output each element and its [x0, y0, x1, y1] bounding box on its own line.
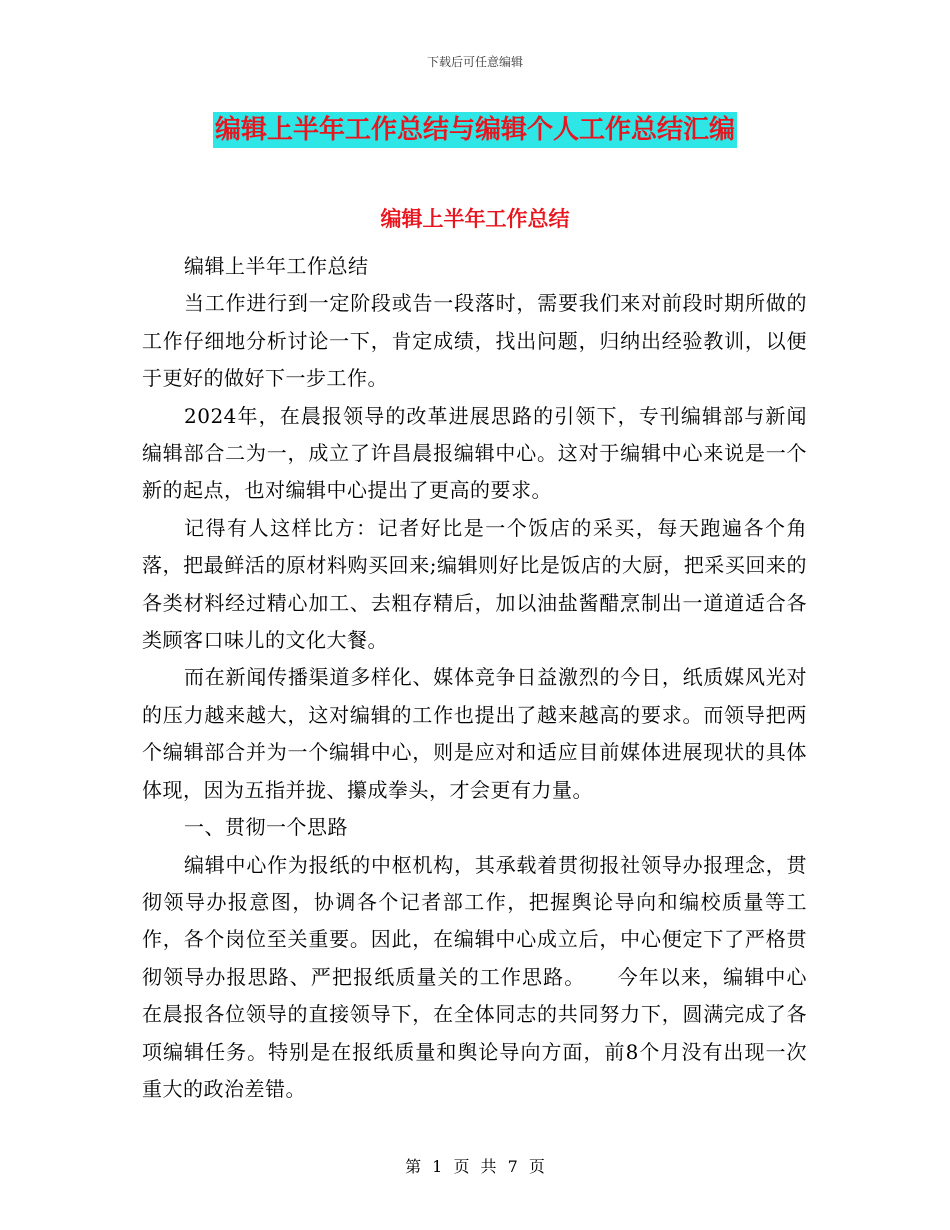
body-paragraph: 编辑上半年工作总结 [184, 254, 369, 278]
body-paragraph: 当工作进行到一定阶段或告一段落时，需要我们来对前段时期所做的工作仔细地分析讨论一下，肯定成绩，找出问题，归纳出经验教训，以便于更好的做好下一步工作。 [142, 291, 807, 391]
document-title-text: 编辑上半年工作总结与编辑个人工作总结汇编 [213, 112, 737, 148]
body-heading: 一、贯彻一个思路 [184, 815, 348, 840]
body-paragraph: 2024年，在晨报领导的改革进展思路的引领下，专刊编辑部与新闻编辑部合二为一，成立了许昌晨报编辑中心。这对于编辑中心来说是一个新的起点，也对编辑中心提出了更高的要求。 [142, 403, 807, 503]
document-body [142, 248, 807, 1108]
body-paragraph: 而在新闻传播渠道多样化、媒体竞争日益激烈的今日，纸质媒风光对的压力越来越大，这对编辑的工作也提出了越来越高的要求。而领导把两个编辑部合并为一个编辑中心，则是应对和适应目前媒体进展现状的具体体现，因为五指并拢、攥成拳头，才会更有力量。 [142, 665, 807, 802]
page-footer: 第 1 页 共 7 页 [405, 1157, 545, 1176]
section-title: 编辑上半年工作总结 [380, 207, 570, 231]
header-note: 下载后可任意编辑 [426, 55, 523, 69]
body-paragraph: 记得有人这样比方：记者好比是一个饭店的采买，每天跑遍各个角落，把最鲜活的原材料购买回来;编辑则好比是饭店的大厨，把采买回来的各类材料经过精心加工、去粗存精后，加以油盐酱醋烹制出一道道适合各类顾客口味儿的文化大餐。 [142, 515, 807, 653]
body-paragraph: 编辑中心作为报纸的中枢机构，其承载着贯彻报社领导办报理念，贯彻领导办报意图，协调各个记者部工作，把握舆论导向和编校质量等工作，各个岗位至关重要。因此，在编辑中心成立后，中心便定下了严格贯彻领导办报思路、严把报纸质量关的工作思路。 今年以来，编辑中心在晨报各位领导的直接领导下，在全体同志的共同努力下，圆满完成了各项编辑任务。特别是在报纸质量和舆论导向方面，前8个月没有出现一次重大的政治差错。 [142, 852, 807, 1101]
document-title [0, 112, 950, 148]
